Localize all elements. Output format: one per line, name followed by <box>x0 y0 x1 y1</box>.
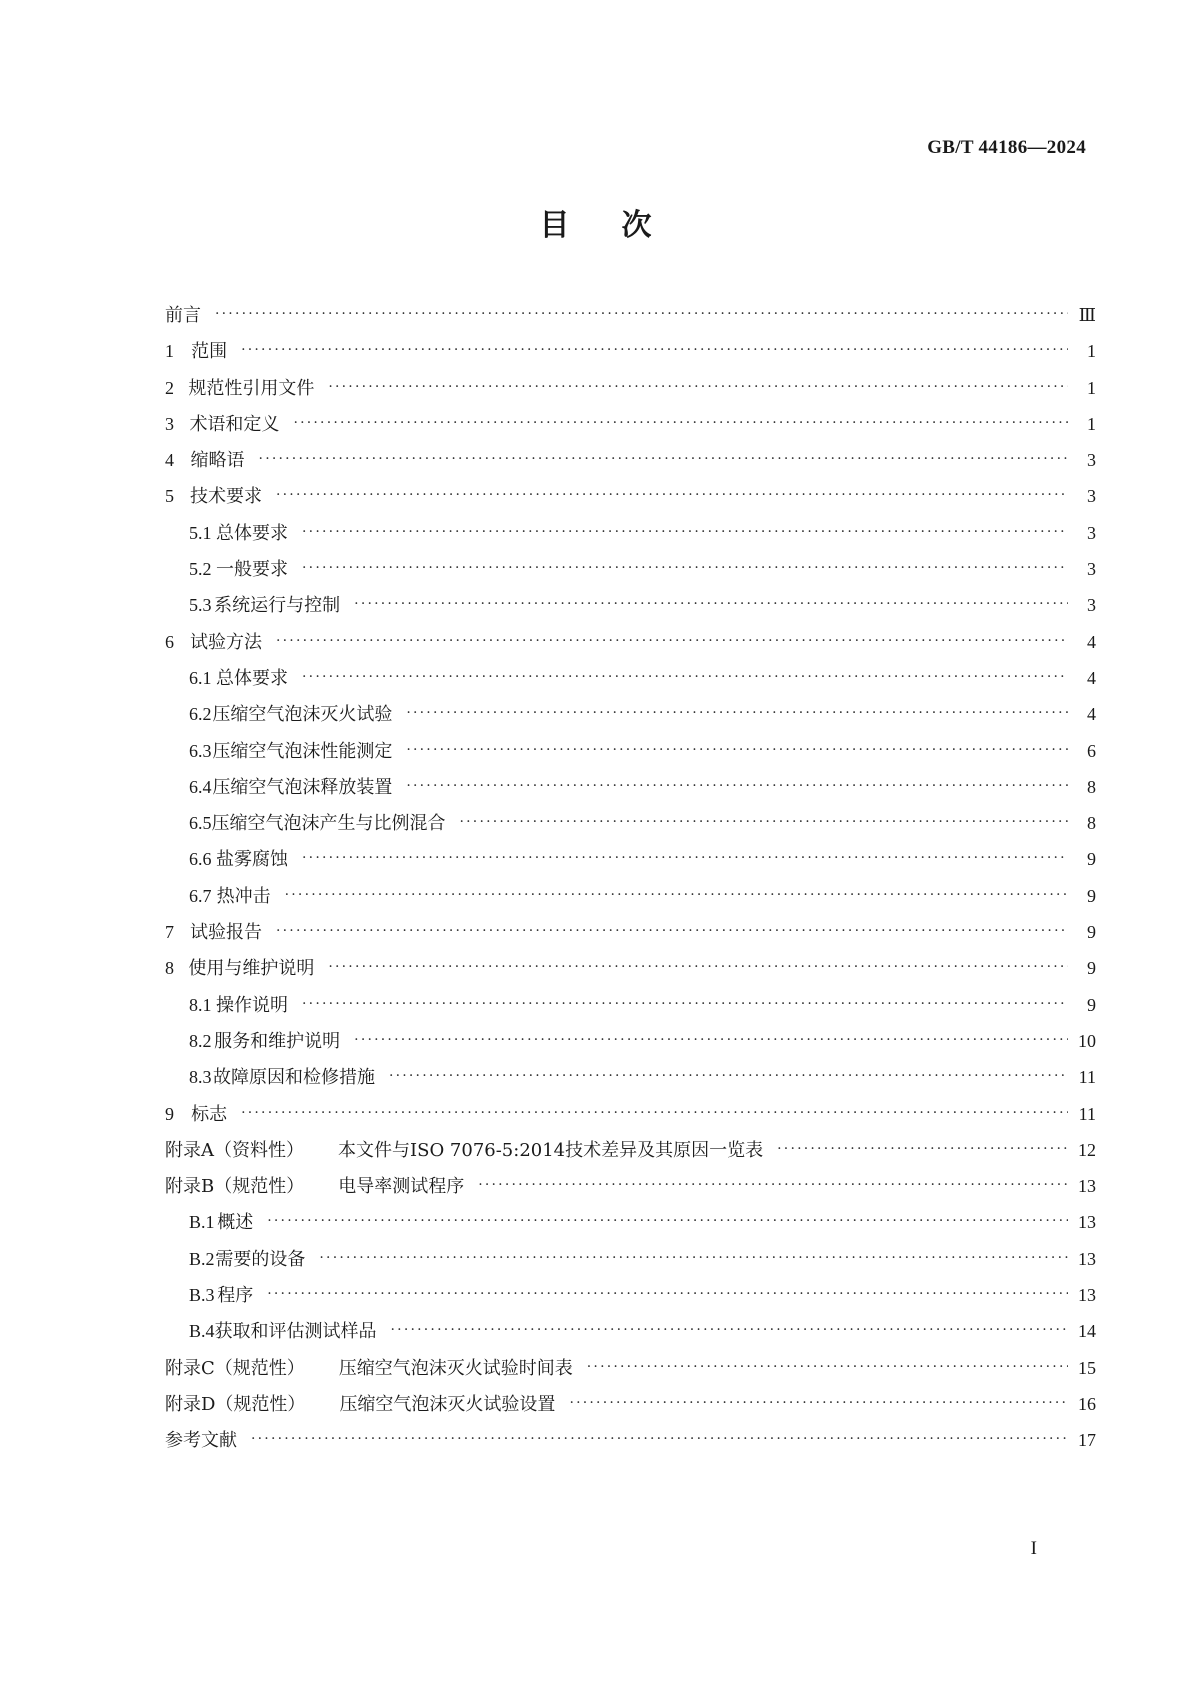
toc-entry[interactable] <box>165 301 1096 337</box>
toc-entry[interactable] <box>165 1136 1096 1172</box>
toc-leader-dots <box>293 415 1068 431</box>
toc-entry[interactable] <box>165 337 1096 373</box>
toc-entry[interactable] <box>165 737 1096 773</box>
toc-entry-title: 规范性引用文件 <box>188 377 315 399</box>
toc-leader-dots <box>267 1286 1068 1302</box>
toc-entry-title: 缩略语 <box>190 450 245 472</box>
toc-annex-label: 附录D（规范性） <box>165 1393 306 1415</box>
toc-entry-title: 压缩空气泡沫产生与比例混合 <box>211 813 446 835</box>
toc-entry-number: 5.1 <box>189 522 212 543</box>
toc-leader-dots <box>251 1431 1068 1447</box>
toc-entry-number: 6.6 <box>189 849 212 870</box>
toc-page-number: 9 <box>1087 958 1096 979</box>
toc-entry-title: 压缩空气泡沫释放装置 <box>212 776 393 798</box>
page-number: I <box>1030 1538 1037 1559</box>
toc-leader-dots <box>285 887 1068 903</box>
toc-page-number: 4 <box>1087 631 1096 652</box>
toc-entry-title: 总体要求 <box>216 522 289 544</box>
toc-entry-number: 2 <box>165 377 174 398</box>
toc-entry[interactable] <box>165 664 1096 700</box>
toc-entry-number: 5.3 <box>189 595 212 616</box>
toc-entry-title: 标志 <box>191 1103 228 1125</box>
toc-entry[interactable] <box>165 555 1096 591</box>
toc-page-number: 13 <box>1078 1176 1096 1197</box>
toc-page-number: 1 <box>1087 377 1096 398</box>
toc-leader-dots <box>302 560 1068 576</box>
toc-page-number: 4 <box>1087 667 1096 688</box>
toc-annex-label: 附录A（资料性） <box>165 1139 304 1161</box>
toc-entry[interactable] <box>165 809 1096 845</box>
toc-entry[interactable] <box>165 1027 1096 1063</box>
toc-entry[interactable] <box>165 628 1096 664</box>
toc-entry-number: 6.5 <box>189 813 212 834</box>
toc-leader-dots <box>267 1213 1068 1229</box>
toc-entry-title: 故障原因和检修措施 <box>212 1067 375 1089</box>
toc-entry-title: 前言 <box>165 305 201 326</box>
toc-entry[interactable] <box>165 591 1096 627</box>
toc-entry-number: 9 <box>165 1103 174 1124</box>
toc-page-number: 14 <box>1078 1321 1096 1342</box>
toc-entry-title: 总体要求 <box>216 667 289 689</box>
toc-leader-dots <box>406 778 1068 794</box>
toc-page-number: 8 <box>1087 813 1096 834</box>
toc-leader-dots <box>587 1359 1068 1375</box>
toc-leader-dots <box>354 596 1068 612</box>
toc-page-number: 13 <box>1078 1212 1096 1233</box>
toc-entry-number: 6.1 <box>189 667 212 688</box>
toc-entry[interactable] <box>165 845 1096 881</box>
toc-annex-title: 本文件与ISO 7076-5:2014技术差异及其原因一览表 <box>338 1139 764 1161</box>
toc-entry-title: 试验报告 <box>190 922 262 944</box>
toc-page-number: Ⅲ <box>1078 305 1096 325</box>
toc-annex-label: 附录C（规范性） <box>165 1357 305 1379</box>
toc-entry-number: 4 <box>165 450 174 471</box>
toc-entry-title: 盐雾腐蚀 <box>216 849 289 871</box>
toc-entry[interactable] <box>165 1245 1096 1281</box>
toc-entry-title: 压缩空气泡沫性能测定 <box>212 740 393 762</box>
toc-leader-dots <box>302 850 1068 866</box>
toc-entry-number: 5.2 <box>189 559 212 580</box>
toc-page-number: 3 <box>1087 595 1096 616</box>
standard-number: GB/T 44186—2024 <box>927 137 1086 158</box>
toc-entry[interactable] <box>165 374 1096 410</box>
toc-entry[interactable] <box>165 519 1096 555</box>
toc-entry-number: 6.7 <box>189 885 212 906</box>
toc-entry[interactable] <box>165 1390 1096 1426</box>
toc-leader-dots <box>276 487 1068 503</box>
toc-entry[interactable] <box>165 954 1096 990</box>
toc-entry[interactable] <box>165 482 1096 518</box>
toc-entry-number: 1 <box>165 341 174 362</box>
toc-entry[interactable] <box>165 991 1096 1027</box>
toc-entry-number: B.2 <box>189 1248 215 1269</box>
toc-entry[interactable] <box>165 1317 1096 1353</box>
toc-entry-number: 6.2 <box>189 704 212 725</box>
toc-entry[interactable] <box>165 1281 1096 1317</box>
toc-entry[interactable] <box>165 700 1096 736</box>
toc-entry-title: 参考文献 <box>165 1430 237 1452</box>
toc-leader-dots <box>569 1395 1068 1411</box>
toc-leader-dots <box>389 1068 1068 1084</box>
toc-entry[interactable] <box>165 1172 1096 1208</box>
table-of-contents <box>165 301 1096 1463</box>
toc-leader-dots <box>478 1177 1068 1193</box>
toc-leader-dots <box>406 705 1068 721</box>
toc-entry-title <box>165 1136 763 1162</box>
toc-entry-number: 6 <box>165 631 174 652</box>
toc-entry-title: 术语和定义 <box>189 413 280 435</box>
toc-entry[interactable] <box>165 1208 1096 1244</box>
toc-leader-dots <box>276 633 1068 649</box>
toc-entry[interactable] <box>165 773 1096 809</box>
toc-entry-number: B.4 <box>189 1321 215 1342</box>
toc-leader-dots <box>302 996 1068 1012</box>
toc-page-number: 1 <box>1087 341 1096 362</box>
toc-page-number: 9 <box>1087 885 1096 906</box>
toc-leader-dots <box>391 1322 1068 1338</box>
toc-entry-number: 8.3 <box>189 1067 212 1088</box>
toc-entry-number: 6.4 <box>189 776 212 797</box>
toc-page-number: 9 <box>1087 849 1096 870</box>
toc-page-number: 15 <box>1078 1357 1096 1378</box>
toc-leader-dots <box>354 1032 1068 1048</box>
toc-entry[interactable] <box>165 1100 1096 1136</box>
toc-entry[interactable] <box>165 1063 1096 1099</box>
toc-page-number: 13 <box>1078 1248 1096 1269</box>
toc-page-number: 3 <box>1087 450 1096 471</box>
toc-leader-dots <box>276 923 1068 939</box>
toc-leader-dots <box>777 1141 1068 1157</box>
toc-entry-title: 系统运行与控制 <box>214 595 341 617</box>
toc-annex-title: 电导率测试程序 <box>338 1176 465 1198</box>
toc-entry-title: 使用与维护说明 <box>188 958 315 980</box>
toc-page-number: 4 <box>1087 704 1096 725</box>
toc-page-number: 3 <box>1087 486 1096 507</box>
toc-annex-title: 压缩空气泡沫灭火试验时间表 <box>338 1357 573 1379</box>
toc-entry-title: 试验方法 <box>190 631 262 653</box>
toc-entry-number: 8.1 <box>189 994 212 1015</box>
toc-page-number: 6 <box>1087 740 1096 761</box>
toc-entry-title: 技术要求 <box>190 486 262 508</box>
toc-page-number: 13 <box>1078 1285 1096 1306</box>
toc-entry-title: 概述 <box>217 1212 254 1234</box>
toc-leader-dots <box>460 814 1069 830</box>
toc-leader-dots <box>215 306 1068 322</box>
toc-entry-title: 范围 <box>191 341 228 363</box>
toc-page-number: 11 <box>1078 1103 1096 1124</box>
toc-entry-title: 一般要求 <box>216 559 289 581</box>
toc-entry-title: 热冲击 <box>216 885 271 907</box>
toc-entry-title: 服务和维护说明 <box>214 1030 341 1052</box>
toc-page-number: 10 <box>1078 1030 1096 1051</box>
toc-page-number: 3 <box>1087 522 1096 543</box>
toc-entry[interactable] <box>165 882 1096 918</box>
toc-leader-dots <box>406 742 1068 758</box>
toc-page-number: 9 <box>1087 922 1096 943</box>
toc-leader-dots <box>259 451 1068 467</box>
toc-entry-title <box>165 1172 464 1198</box>
toc-entry-title <box>165 1390 555 1416</box>
toc-entry[interactable] <box>165 410 1096 446</box>
toc-entry-title <box>165 1354 573 1380</box>
toc-entry[interactable] <box>165 1354 1096 1390</box>
toc-leader-dots <box>328 959 1068 975</box>
toc-leader-dots <box>241 1105 1068 1121</box>
toc-page-number: 9 <box>1087 994 1096 1015</box>
toc-leader-dots <box>319 1250 1068 1266</box>
toc-leader-dots <box>328 379 1068 395</box>
toc-entry-number: 7 <box>165 922 174 943</box>
toc-page-number: 1 <box>1087 413 1096 434</box>
toc-leader-dots <box>302 669 1068 685</box>
toc-entry-number: 3 <box>165 413 174 434</box>
toc-page-number: 11 <box>1078 1067 1096 1088</box>
toc-page-number: 17 <box>1078 1430 1096 1451</box>
toc-entry-title: 程序 <box>217 1285 254 1307</box>
toc-page-number: 16 <box>1078 1393 1096 1414</box>
toc-entry[interactable] <box>165 918 1096 954</box>
toc-page-number: 12 <box>1078 1139 1096 1160</box>
toc-leader-dots <box>241 342 1068 358</box>
toc-annex-label: 附录B（规范性） <box>165 1176 305 1198</box>
toc-page-number: 8 <box>1087 776 1096 797</box>
toc-entry[interactable] <box>165 446 1096 482</box>
toc-entry-title: 操作说明 <box>216 994 289 1016</box>
toc-entry-title: 压缩空气泡沫灭火试验 <box>212 704 393 726</box>
toc-entry-title: 需要的设备 <box>215 1248 306 1270</box>
toc-annex-title: 压缩空气泡沫灭火试验设置 <box>339 1393 556 1415</box>
toc-entry-number: 5 <box>165 486 174 507</box>
toc-page-number: 3 <box>1087 559 1096 580</box>
toc-entry-number: 8.2 <box>189 1030 212 1051</box>
toc-entry-number: 8 <box>165 958 174 979</box>
page-title: 目次 <box>539 208 704 243</box>
toc-entry-number: B.3 <box>189 1285 215 1306</box>
toc-entry-title: 获取和评估测试样品 <box>214 1321 377 1343</box>
toc-leader-dots <box>302 524 1068 540</box>
toc-entry-number: 6.3 <box>189 740 212 761</box>
toc-entry[interactable] <box>165 1426 1096 1462</box>
toc-entry-number: B.1 <box>189 1212 215 1233</box>
